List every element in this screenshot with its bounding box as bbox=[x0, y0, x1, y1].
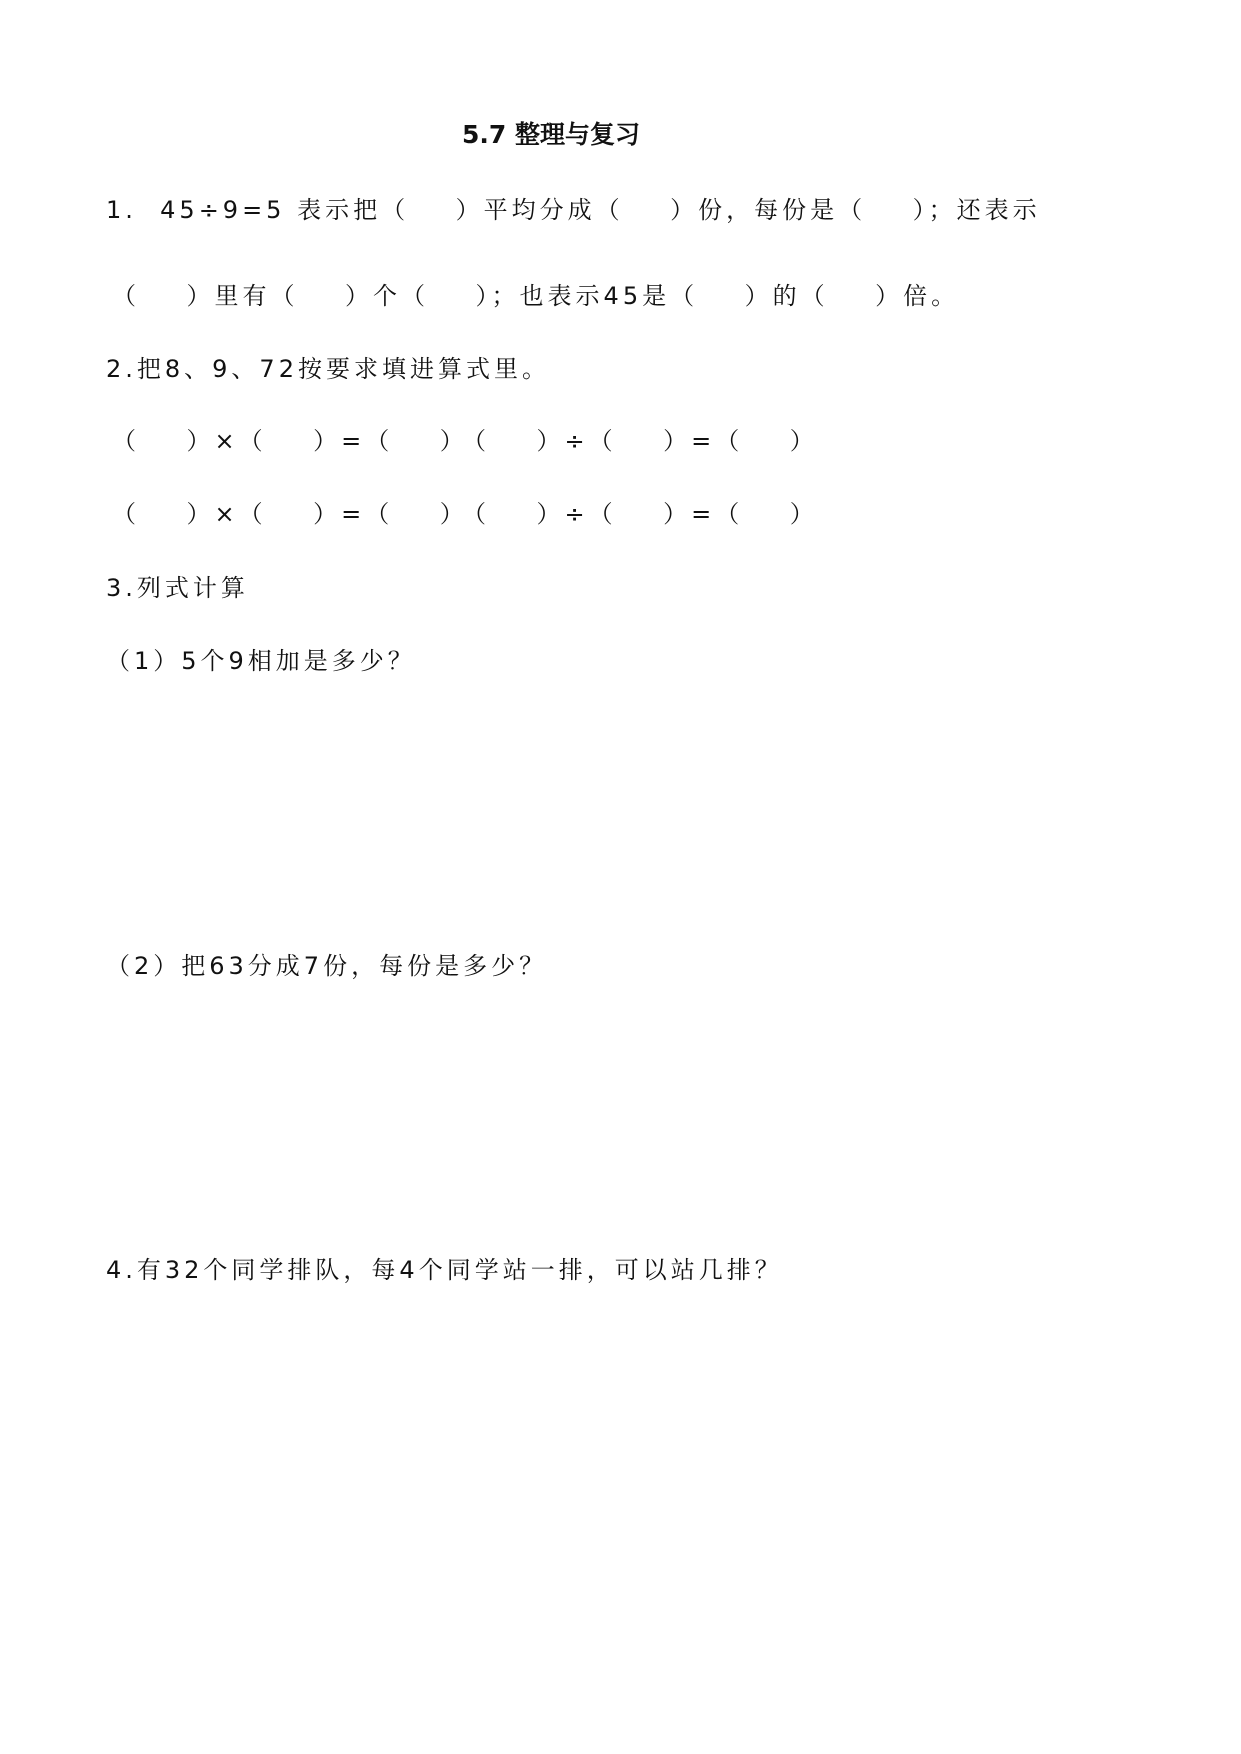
question-2-row-2-multiplication: （ ）×（ ）=（ ） bbox=[112, 500, 468, 528]
question-2-prompt: 2.把8、9、72按要求填进算式里。 bbox=[106, 355, 550, 383]
question-2-row-1-division: （ ）÷（ ）=（ ） bbox=[462, 427, 818, 455]
page-title: 5.7 整理与复习 bbox=[462, 120, 640, 149]
question-1-line-1: 1. 45÷9=5 表示把（ ）平均分成（ ）份，每份是（ ）；还表示 bbox=[106, 196, 1041, 224]
question-3-sub-1: （1）5个9相加是多少？ bbox=[106, 647, 416, 675]
question-4-prompt: 4.有32个同学排队，每4个同学站一排，可以站几排？ bbox=[106, 1256, 783, 1284]
question-2-row-1-multiplication: （ ）×（ ）=（ ） bbox=[112, 427, 468, 455]
question-2-row-2-division: （ ）÷（ ）=（ ） bbox=[462, 500, 818, 528]
question-3-sub-2: （2）把63分成7份，每份是多少？ bbox=[106, 952, 548, 980]
question-1-line-2: （ ）里有（ ）个（ ）；也表示45是（ ）的（ ）倍。 bbox=[112, 282, 960, 310]
question-3-prompt: 3.列式计算 bbox=[106, 574, 249, 602]
